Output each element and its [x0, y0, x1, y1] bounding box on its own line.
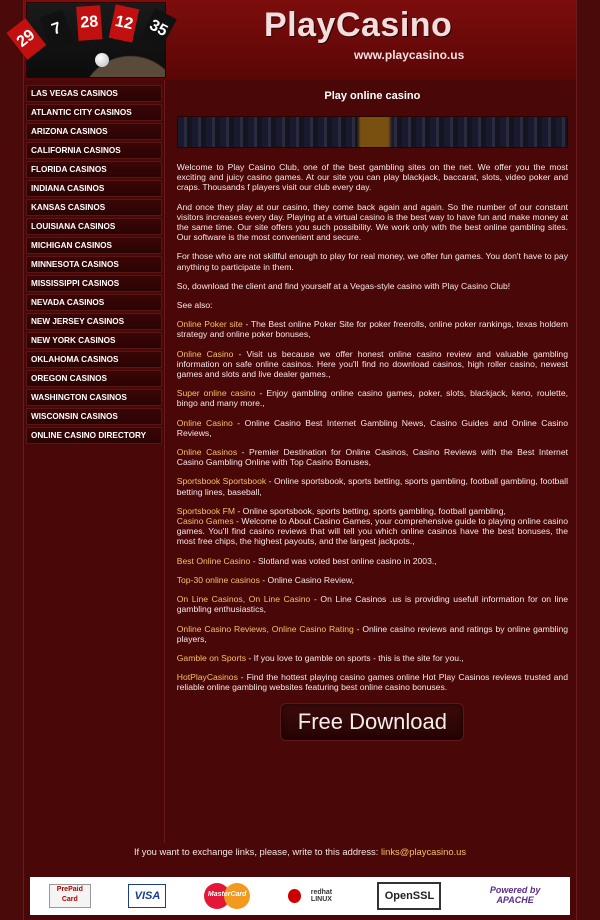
see-also-label: See also: — [176, 300, 213, 311]
sidebar-item-new-jersey[interactable]: NEW JERSEY CASINOS — [26, 313, 162, 330]
link-entry: Super online casino - Enjoy gambling online casino games, poker, slots, blackjack, keno, roulette, bingo and many more., — [176, 388, 568, 409]
sidebar-item-atlantic-city[interactable]: ATLANTIC CITY CASINOS — [26, 104, 162, 121]
sidebar-item-wisconsin[interactable]: WISCONSIN CASINOS — [26, 408, 162, 425]
sidebar-nav — [24, 80, 165, 843]
sidebar-item-michigan[interactable]: MICHIGAN CASINOS — [26, 237, 162, 254]
page-title: Play online casino — [324, 90, 421, 102]
link-hotplaycasinos[interactable]: HotPlayCasinos — [176, 672, 238, 683]
redhat-icon — [288, 889, 301, 903]
sidebar-item-nevada[interactable]: NEVADA CASINOS — [26, 294, 162, 311]
link-entry: Online Casino - Visit us because we offer honest online casino review and valuable gambling information on safe online casinos. Here you'll find no download casinos, high roller casino, newest games and slots and live dealer games., — [176, 348, 568, 380]
free-download-button[interactable]: Free Download — [280, 703, 464, 741]
link-online-casinos[interactable]: Online Casinos — [176, 447, 238, 458]
prepaid-card-logo: PrePaid Card — [49, 884, 91, 908]
roulette-number: 28 — [76, 5, 102, 41]
intro-paragraph: So, download the client and find yourself at a Vegas-style casino with Play Casino Club! — [176, 280, 511, 291]
intro-paragraph: Welcome to Play Casino Club, one of the best gambling sites on the net. We offer you the most exciting and juicy casino games. At our site you can play blackjack, baccarat, slots, video poker and craps. Thousands f players visit our club every day. — [176, 162, 568, 193]
visa-logo: VISA — [128, 884, 166, 908]
sidebar-item-florida[interactable]: FLORIDA CASINOS — [26, 161, 162, 178]
link-entry: Online Casinos - Premier Destination for Online Casinos, Casino Reviews with the Best Internet Casino Gambling Online with Top Casino Bonuses, — [176, 447, 569, 468]
sidebar-item-mississippi[interactable]: MISSISSIPPI CASINOS — [26, 275, 162, 292]
sidebar-item-online-directory[interactable]: ONLINE CASINO DIRECTORY — [26, 427, 162, 444]
link-gamble-on-sports[interactable]: Gamble on Sports — [176, 652, 246, 663]
link-entry: Sportsbook FM - Online sportsbook, sports betting, sports gambling, football gambling, Casino Games - Welcome to About Casino Games, your comprehensive guide to playing online casino games. You'll find casino reviews that will tell you which online casinos have the best bonuses, the most free chips, the highest payouts, and the largest jackpots., — [176, 505, 568, 547]
intro-paragraph: And once they play at our casino, they come back again and again. So the number of our constant visitors increases every day. Playing at a virtual casino is the best way to have fun and make money at the same time. Our site offers you such possibility. We work only with the best online gambling sites. Our software is the most convenient and secure. — [176, 201, 568, 243]
roulette-number: 12 — [109, 4, 140, 42]
link-best-online-casino[interactable]: Best Online Casino — [176, 555, 251, 566]
roulette-number: 35 — [140, 8, 177, 49]
redhat-linux-logo: redhat LINUX — [288, 883, 340, 909]
link-entry: On Line Casinos, On Line Casino - On Line Casinos .us is providing usefull information for on line gambling enthusiastics, — [176, 594, 569, 615]
sidebar-item-minnesota[interactable]: MINNESOTA CASINOS — [26, 256, 162, 273]
sidebar-item-arizona[interactable]: ARIZONA CASINOS — [26, 123, 162, 140]
partner-logos — [30, 877, 570, 915]
footer-exchange-text: If you want to exchange links, please, write to this address: links@playcasino.us — [133, 846, 467, 857]
link-sportsbook-fm[interactable]: Sportsbook FM — [176, 505, 236, 516]
site-url: www.playcasino.us — [354, 48, 465, 62]
link-entry: Best Online Casino - Slotland was voted best online casino in 2003., — [176, 555, 437, 566]
sidebar-item-indiana[interactable]: INDIANA CASINOS — [26, 180, 162, 197]
header — [13, 0, 576, 80]
sidebar-item-las-vegas[interactable]: LAS VEGAS CASINOS — [26, 85, 162, 102]
sidebar-item-new-york[interactable]: NEW YORK CASINOS — [26, 332, 162, 349]
link-entry: Sportsbook Sportsbook - Online sportsbook, sports betting, sports gambling, football gambling, football betting lines, baseball, — [176, 476, 568, 497]
roulette-image — [13, 2, 171, 78]
link-top-30-casinos[interactable]: Top-30 online casinos — [176, 574, 260, 585]
sidebar-item-kansas[interactable]: KANSAS CASINOS — [26, 199, 162, 216]
link-online-poker-site[interactable]: Online Poker site — [176, 319, 243, 330]
link-entry: Gamble on Sports - If you love to gamble on sports - this is the site for you., — [176, 652, 464, 663]
city-skyline-banner — [177, 116, 568, 148]
link-online-casino[interactable]: Online Casino — [176, 348, 234, 359]
roulette-number: 29 — [6, 18, 46, 60]
link-entry: Online Poker site - The Best online Poker Site for poker freerolls, online poker rankings, texas holdem strategy and online poker bonuses, — [176, 319, 568, 340]
main-content — [165, 80, 576, 843]
page — [13, 0, 577, 920]
link-entry: Top-30 online casinos - Online Casino Review, — [176, 574, 354, 585]
mastercard-logo: MasterCard — [204, 883, 250, 909]
openssl-logo: OpenSSL — [377, 882, 441, 910]
sidebar-item-california[interactable]: CALIFORNIA CASINOS — [26, 142, 162, 159]
sidebar-item-oregon[interactable]: OREGON CASINOS — [26, 370, 162, 387]
link-entry: Online Casino Reviews, Online Casino Rating - Online casino reviews and ratings by online gambling players, — [176, 623, 568, 644]
link-entry: Online Casino - Online Casino Best Internet Gambling News, Casino Guides and Online Casino Reviews, — [176, 417, 568, 438]
site-logo-title[interactable]: PlayCasino — [264, 6, 453, 44]
link-casino-reviews[interactable]: Online Casino Reviews, Online Casino Rating — [176, 623, 354, 634]
intro-paragraph: For those who are not skillful enough to play for real money, we offer fun games. You don't have to pay anything to participate in them. — [176, 251, 568, 272]
link-online-casino-2[interactable]: Online Casino — [176, 417, 233, 428]
sidebar-item-louisiana[interactable]: LOUISIANA CASINOS — [26, 218, 162, 235]
download-area — [177, 703, 568, 741]
link-entry: HotPlayCasinos - Find the hottest playing casino games online Hot Play Casinos reviews trusted and reliable online gambling websites featuring best online casino bonuses. — [176, 672, 568, 693]
roulette-ball — [95, 53, 109, 67]
sidebar-item-oklahoma[interactable]: OKLAHOMA CASINOS — [26, 351, 162, 368]
link-casino-games[interactable]: Casino Games — [176, 516, 234, 527]
sidebar-item-washington[interactable]: WASHINGTON CASINOS — [26, 389, 162, 406]
apache-logo: Powered by APACHE — [489, 885, 541, 905]
link-on-line-casinos[interactable]: On Line Casinos, On Line Casino — [176, 594, 311, 605]
footer-email-link[interactable]: links@playcasino.us — [380, 846, 467, 857]
roulette-number: 7 — [40, 9, 74, 49]
link-super-online-casino[interactable]: Super online casino — [176, 388, 256, 399]
link-sportsbook-sportsbook[interactable]: Sportsbook Sportsbook — [176, 476, 267, 487]
